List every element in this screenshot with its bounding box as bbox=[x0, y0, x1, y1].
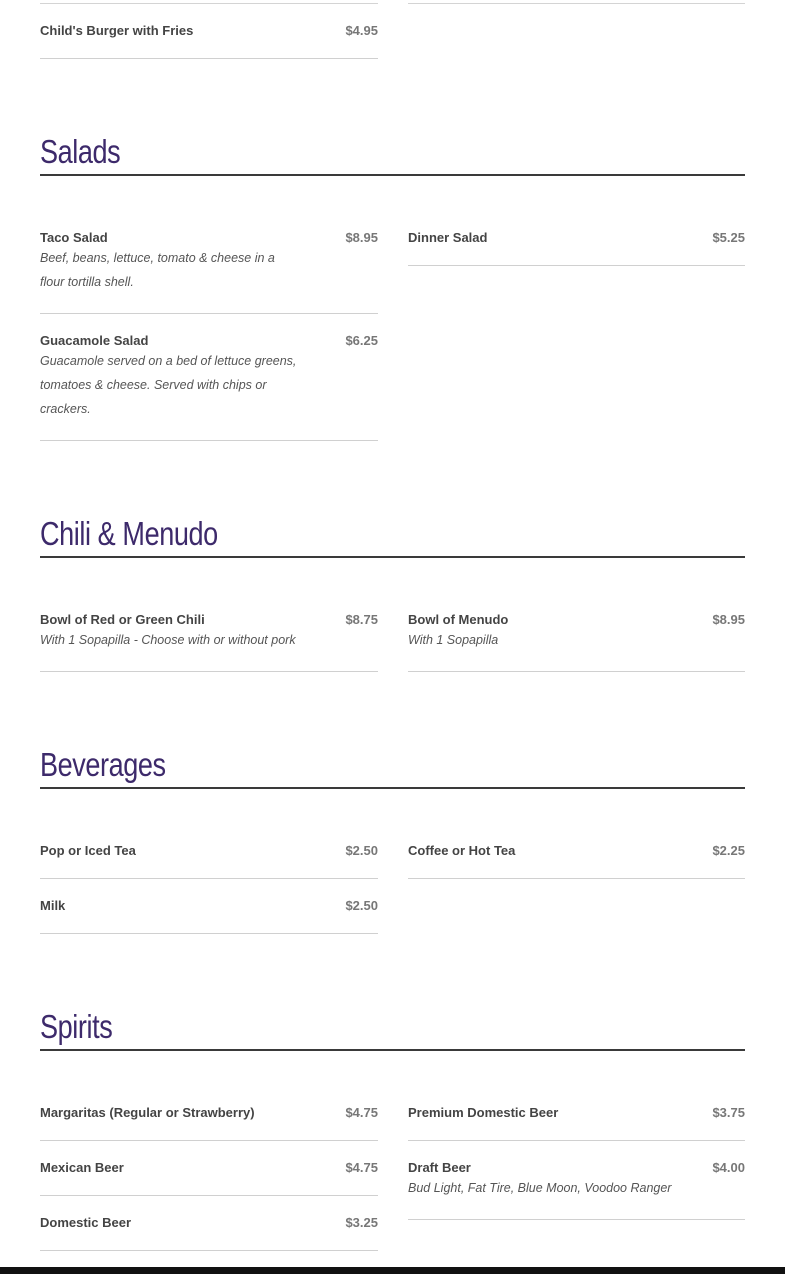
menu-item bbox=[40, 23, 378, 59]
menu-item bbox=[40, 612, 378, 672]
item-divider bbox=[40, 1250, 378, 1251]
item-divider bbox=[40, 933, 378, 934]
item-description: Bud Light, Fat Tire, Blue Moon, Voodoo Ranger bbox=[408, 1181, 672, 1195]
item-divider bbox=[40, 58, 378, 59]
item-name: Margaritas (Regular or Strawberry) bbox=[40, 1105, 255, 1120]
menu-item bbox=[40, 1215, 378, 1251]
item-divider bbox=[408, 1140, 745, 1141]
menu-item bbox=[408, 230, 745, 266]
item-divider bbox=[408, 265, 745, 266]
item-price: $6.25 bbox=[345, 333, 378, 348]
section-rule bbox=[40, 1049, 745, 1051]
section-rule bbox=[40, 556, 745, 558]
item-name: Premium Domestic Beer bbox=[408, 1105, 559, 1120]
menu-item bbox=[40, 333, 378, 441]
item-divider bbox=[40, 671, 378, 672]
menu-item bbox=[40, 1105, 378, 1141]
item-name: Bowl of Red or Green Chili bbox=[40, 612, 205, 627]
item-name: Mexican Beer bbox=[40, 1160, 124, 1175]
item-divider bbox=[40, 1195, 378, 1196]
item-divider bbox=[408, 671, 745, 672]
menu-item bbox=[408, 1105, 745, 1141]
previous-section-rule-right bbox=[408, 3, 745, 4]
item-price: $4.00 bbox=[712, 1160, 745, 1175]
section-title-beverages: Beverages bbox=[40, 746, 166, 783]
item-name: Child's Burger with Fries bbox=[40, 23, 194, 38]
menu-item bbox=[408, 1160, 745, 1220]
item-description: Guacamole served on a bed of lettuce greens, tomatoes & cheese. Served with chips or crackers. bbox=[40, 354, 297, 416]
item-divider bbox=[40, 440, 378, 441]
section-title-spirits: Spirits bbox=[40, 1008, 113, 1045]
section-rule bbox=[40, 174, 745, 176]
menu-item bbox=[408, 843, 745, 879]
menu-item bbox=[40, 1160, 378, 1196]
menu-item bbox=[40, 843, 378, 879]
item-name: Milk bbox=[40, 898, 66, 913]
item-price: $2.25 bbox=[712, 843, 745, 858]
footer-bar bbox=[0, 1267, 785, 1274]
item-price: $2.50 bbox=[345, 843, 378, 858]
item-price: $8.95 bbox=[712, 612, 745, 627]
item-description: With 1 Sopapilla bbox=[408, 633, 499, 647]
item-name: Taco Salad bbox=[40, 230, 108, 245]
item-name: Domestic Beer bbox=[40, 1215, 132, 1230]
previous-section-rule-left bbox=[40, 3, 378, 4]
item-price: $5.25 bbox=[712, 230, 745, 245]
item-price: $4.95 bbox=[345, 23, 378, 38]
item-name: Bowl of Menudo bbox=[408, 612, 509, 627]
item-price: $8.95 bbox=[345, 230, 378, 245]
item-price: $4.75 bbox=[345, 1160, 378, 1175]
section-rule bbox=[40, 787, 745, 789]
item-name: Pop or Iced Tea bbox=[40, 843, 136, 858]
item-divider bbox=[40, 878, 378, 879]
item-divider bbox=[40, 313, 378, 314]
item-name: Draft Beer bbox=[408, 1160, 471, 1175]
item-divider bbox=[40, 1140, 378, 1141]
item-price: $3.75 bbox=[712, 1105, 745, 1120]
item-description: With 1 Sopapilla - Choose with or without pork bbox=[40, 633, 296, 647]
menu-item bbox=[408, 612, 745, 672]
item-divider bbox=[408, 1219, 745, 1220]
item-price: $2.50 bbox=[345, 898, 378, 913]
item-name: Coffee or Hot Tea bbox=[408, 843, 516, 858]
item-price: $8.75 bbox=[345, 612, 378, 627]
item-price: $4.75 bbox=[345, 1105, 378, 1120]
menu-item bbox=[40, 898, 378, 934]
section-title-chili-menudo: Chili & Menudo bbox=[40, 515, 218, 552]
menu-item bbox=[40, 230, 378, 314]
item-price: $3.25 bbox=[345, 1215, 378, 1230]
item-divider bbox=[408, 878, 745, 879]
section-title-salads: Salads bbox=[40, 133, 121, 170]
item-description: Beef, beans, lettuce, tomato & cheese in a flour tortilla shell. bbox=[40, 251, 275, 289]
item-name: Dinner Salad bbox=[408, 230, 488, 245]
item-name: Guacamole Salad bbox=[40, 333, 149, 348]
